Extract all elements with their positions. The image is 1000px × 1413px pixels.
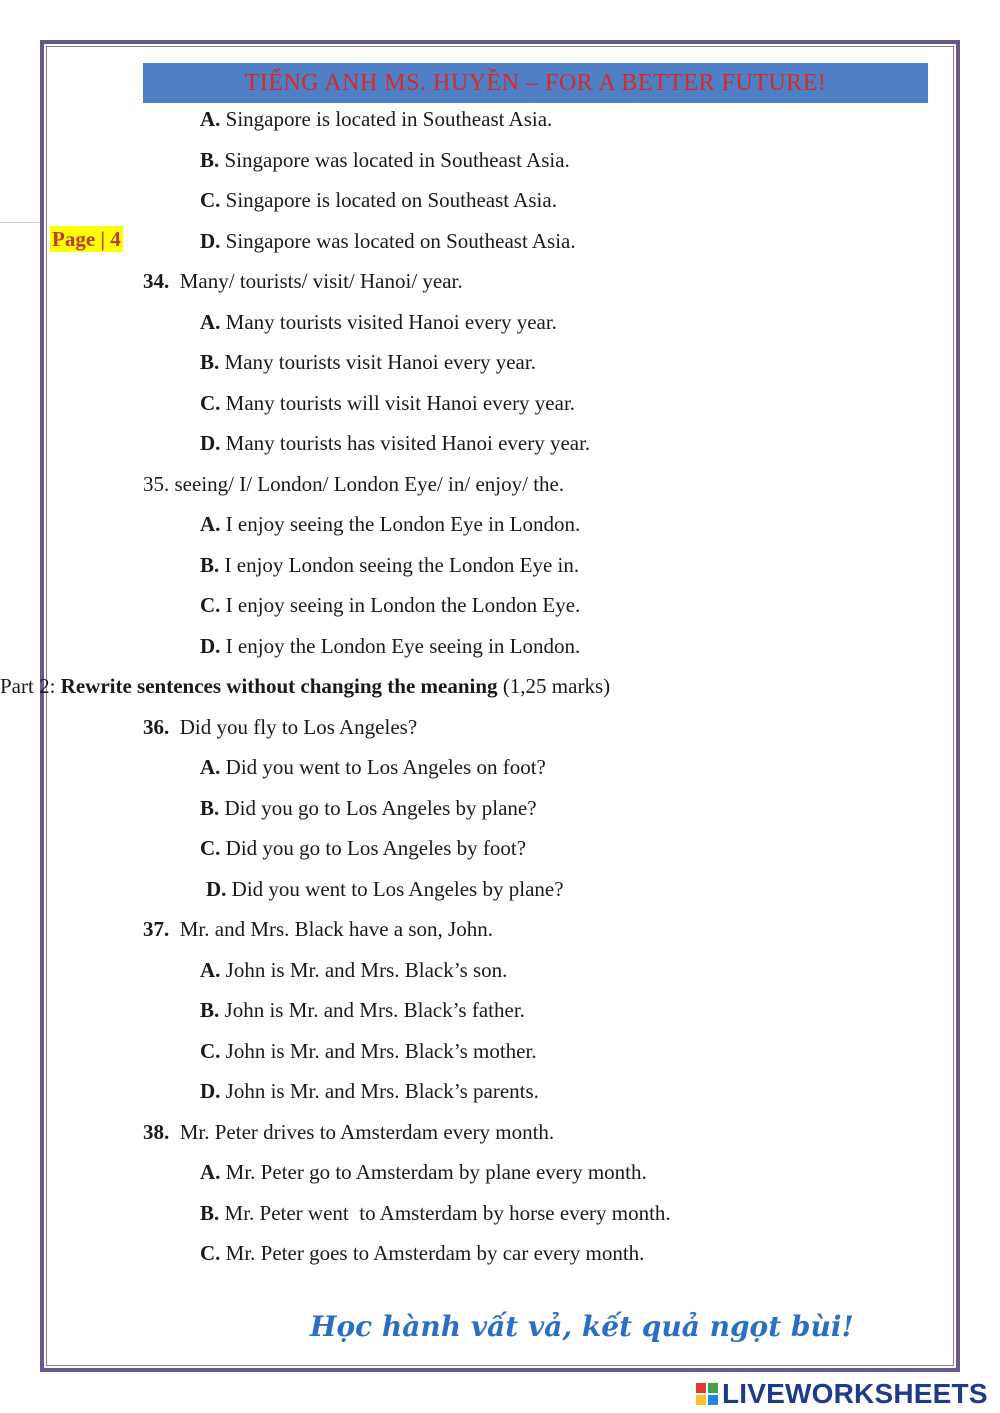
option-text: John is Mr. and Mrs. Black’s parents.	[220, 1079, 539, 1103]
question-number: 34.	[143, 269, 170, 293]
option-letter: B.	[200, 350, 220, 374]
answer-option	[200, 957, 507, 983]
answer-option	[200, 390, 575, 416]
option-letter: D.	[200, 431, 221, 455]
question-text: Many/ tourists/ visit/ Hanoi/ year.	[169, 269, 463, 293]
answer-option	[200, 106, 552, 132]
section-heading	[0, 673, 610, 699]
option-letter: C.	[200, 593, 221, 617]
question-text: 35. seeing/ I/ London/ London Eye/ in/ enjoy/ the.	[143, 472, 565, 496]
brand-name: LIVEWORKSHEETS	[722, 1378, 988, 1409]
option-letter: B.	[200, 796, 220, 820]
answer-option	[200, 309, 557, 335]
answer-option	[200, 1240, 644, 1266]
option-letter: D.	[206, 877, 227, 901]
option-letter: B.	[200, 1201, 220, 1225]
option-letter: C.	[200, 1241, 221, 1265]
question-prompt	[143, 268, 463, 294]
footer-motto: Học hành vất vả, kết quả ngọt bùi!	[310, 1310, 854, 1343]
question-number: 38.	[143, 1120, 170, 1144]
logo-square-e	[708, 1395, 718, 1405]
option-letter: A.	[200, 755, 221, 779]
option-text: Did you went to Los Angeles by plane?	[226, 877, 564, 901]
option-text: I enjoy London seeing the London Eye in.	[219, 553, 580, 577]
answer-option	[200, 147, 570, 173]
option-text: Mr. Peter went to Amsterdam by horse every month.	[219, 1201, 671, 1225]
answer-option	[200, 1078, 539, 1104]
answer-option	[200, 511, 580, 537]
answer-option	[200, 1159, 647, 1185]
answer-option	[200, 349, 536, 375]
option-text: Did you go to Los Angeles by foot?	[220, 836, 527, 860]
answer-option	[200, 228, 576, 254]
option-text: Mr. Peter goes to Amsterdam by car every month.	[220, 1241, 645, 1265]
answer-option	[200, 187, 557, 213]
answer-option	[200, 633, 580, 659]
option-text: Mr. Peter go to Amsterdam by plane every month.	[220, 1160, 647, 1184]
question-prompt	[143, 714, 417, 740]
option-text: Singapore is located in Southeast Asia.	[220, 107, 553, 131]
logo-square-v	[696, 1395, 706, 1405]
answer-option	[200, 754, 546, 780]
option-text: I enjoy the London Eye seeing in London.	[220, 634, 581, 658]
section-marks: (1,25 marks)	[497, 674, 611, 698]
option-letter: B.	[200, 148, 220, 172]
section-label: Part 2:	[0, 674, 61, 698]
option-text: John is Mr. and Mrs. Black’s son.	[220, 958, 508, 982]
header-title: TIẾNG ANH MS. HUYỀN – FOR A BETTER FUTURE!	[244, 69, 827, 96]
question-number: 36.	[143, 715, 170, 739]
answer-option	[200, 430, 590, 456]
option-letter: D.	[200, 229, 221, 253]
page-header-banner	[143, 63, 928, 103]
liveworksheets-logo-icon	[696, 1383, 718, 1405]
option-text: Many tourists will visit Hanoi every year.	[220, 391, 576, 415]
answer-option	[200, 592, 580, 618]
option-letter: B.	[200, 553, 220, 577]
question-text: Mr. and Mrs. Black have a son, John.	[169, 917, 493, 941]
option-letter: D.	[200, 634, 221, 658]
option-text: I enjoy seeing in London the London Eye.	[220, 593, 581, 617]
question-text: Mr. Peter drives to Amsterdam every month.	[169, 1120, 555, 1144]
answer-option	[200, 835, 526, 861]
option-letter: A.	[200, 958, 221, 982]
option-letter: A.	[200, 107, 221, 131]
logo-square-i	[708, 1383, 718, 1393]
answer-option	[206, 876, 564, 902]
answer-option	[200, 997, 525, 1023]
question-prompt	[143, 916, 493, 942]
option-letter: A.	[200, 1160, 221, 1184]
option-letter: A.	[200, 512, 221, 536]
option-text: Singapore was located in Southeast Asia.	[219, 148, 570, 172]
option-letter: D.	[200, 1079, 221, 1103]
answer-option	[200, 795, 537, 821]
option-text: Singapore was located on Southeast Asia.	[220, 229, 576, 253]
option-letter: C.	[200, 836, 221, 860]
liveworksheets-brand[interactable]	[696, 1378, 988, 1410]
option-letter: C.	[200, 391, 221, 415]
logo-square-l	[696, 1383, 706, 1393]
answer-option	[200, 1038, 537, 1064]
answer-option	[200, 552, 579, 578]
option-text: John is Mr. and Mrs. Black’s father.	[219, 998, 525, 1022]
option-letter: B.	[200, 998, 220, 1022]
option-text: Many tourists visit Hanoi every year.	[219, 350, 536, 374]
option-text: Many tourists has visited Hanoi every year.	[220, 431, 591, 455]
question-number: 37.	[143, 917, 170, 941]
margin-line	[0, 222, 40, 223]
section-instruction: Rewrite sentences without changing the meaning	[60, 674, 498, 698]
option-text: John is Mr. and Mrs. Black’s mother.	[220, 1039, 537, 1063]
page-number-label: Page | 4	[52, 227, 121, 251]
option-text: Did you go to Los Angeles by plane?	[219, 796, 537, 820]
option-text: I enjoy seeing the London Eye in London.	[220, 512, 581, 536]
question-prompt	[143, 1119, 554, 1145]
option-letter: C.	[200, 188, 221, 212]
option-text: Many tourists visited Hanoi every year.	[220, 310, 557, 334]
option-letter: A.	[200, 310, 221, 334]
option-letter: C.	[200, 1039, 221, 1063]
option-text: Did you went to Los Angeles on foot?	[220, 755, 546, 779]
answer-option	[200, 1200, 671, 1226]
question-text: Did you fly to Los Angeles?	[169, 715, 418, 739]
option-text: Singapore is located on Southeast Asia.	[220, 188, 557, 212]
question-prompt	[143, 471, 564, 497]
